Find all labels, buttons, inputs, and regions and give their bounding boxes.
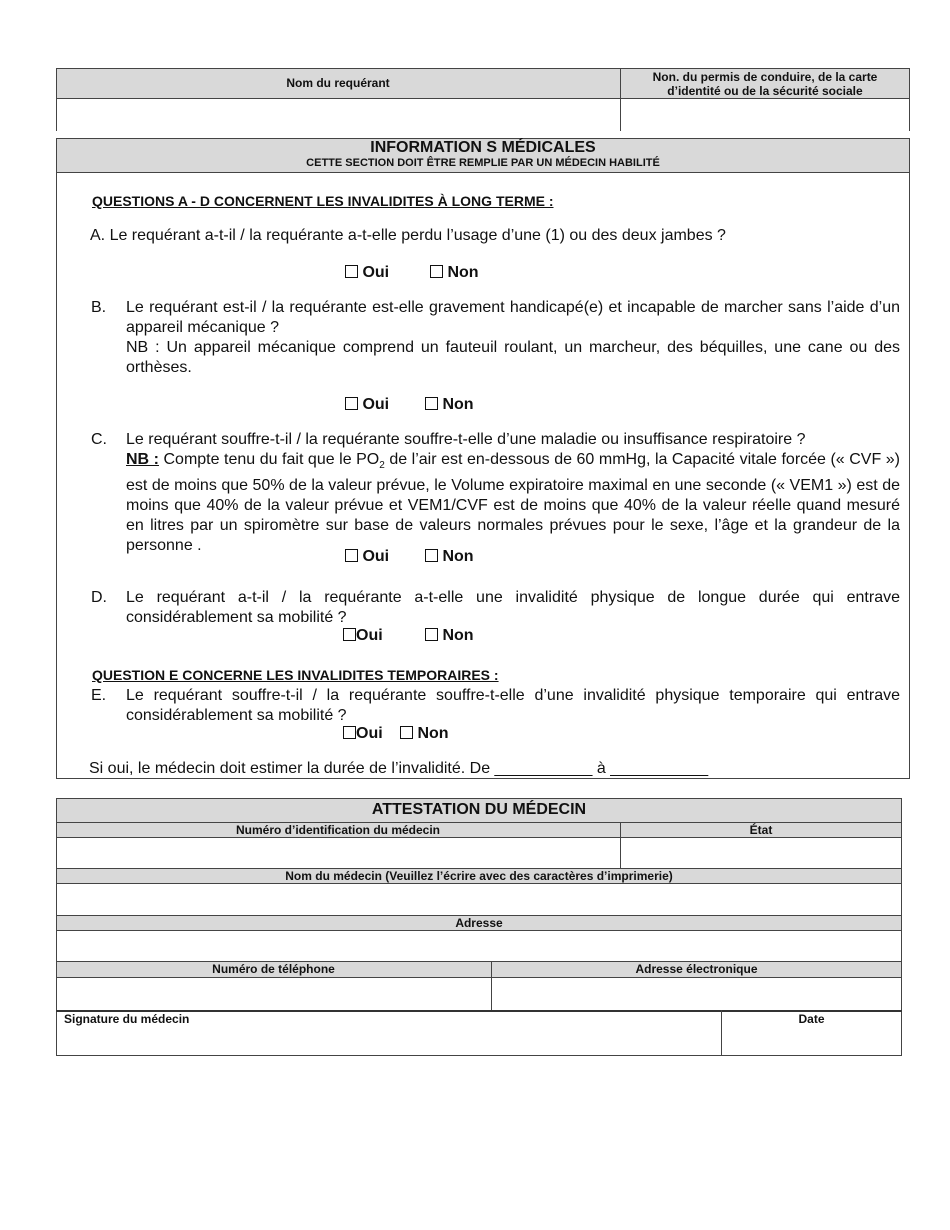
checkbox-icon[interactable] <box>345 265 358 278</box>
date-label: Date <box>798 1012 825 1026</box>
checkbox-icon[interactable] <box>343 726 356 739</box>
q-e-no[interactable]: Non <box>400 725 449 743</box>
q-e-yes[interactable]: Oui <box>343 725 383 743</box>
signature-field[interactable] <box>58 1028 718 1054</box>
doctor-name-field[interactable] <box>58 885 900 914</box>
q-d-yes[interactable]: Oui <box>343 627 383 645</box>
q-a-yes[interactable]: Oui <box>345 264 389 282</box>
address-field[interactable] <box>58 932 900 960</box>
attestation-title: ATTESTATION DU MÉDECIN <box>371 801 587 818</box>
applicant-name-field[interactable] <box>58 100 618 130</box>
checkbox-icon[interactable] <box>430 265 443 278</box>
q-c-no[interactable]: Non <box>425 548 474 566</box>
medical-subtitle: CETTE SECTION DOIT ÊTRE REMPLIE PAR UN MÉDECIN HABILITÉ <box>306 157 660 169</box>
phone-field[interactable] <box>58 979 489 1009</box>
q-d-no[interactable]: Non <box>425 627 474 645</box>
question-e-label: E. <box>91 687 107 704</box>
q-b-yes[interactable]: Oui <box>345 396 389 414</box>
checkbox-icon[interactable] <box>425 549 438 562</box>
doctor-id-label: Numéro d’identification du médecin <box>235 823 441 837</box>
checkbox-icon[interactable] <box>343 628 356 641</box>
question-e: Le requérant souffre-t-il / la requérante souffre-t-elle d’une invalidité physique temporaire qui entrave considérablement sa mobilité ? <box>126 687 900 724</box>
question-c: Le requérant souffre-t-il / la requérante souffre-t-elle d’une maladie ou insuffisance respiratoire ? NB : Compte tenu du fait que le $PO_2$ de l’air est en-dessous de 60 mmHg, la Capacité vitale forcée (« CVF ») est de moins que 50% de la valeur prévue, le Volume expiratoire maximal en une seconde (« VEM1 ») est de moins que 40% de la valeur prévue et VEM1/CVF est de moins que 40% de la valeur réelle quand mesuré en litres par un spiromètre sur base de valeurs normales prévues pour le sexe, l’âge et la grandeur de la personne . <box>126 431 900 555</box>
checkbox-icon[interactable] <box>400 726 413 739</box>
q-c-yes[interactable]: Oui <box>345 548 389 566</box>
question-d-label: D. <box>91 589 107 606</box>
checkbox-icon[interactable] <box>345 397 358 410</box>
q-a-no[interactable]: Non <box>430 264 479 282</box>
licence-number-label: Non. du permis de conduire, de la carte d’identité ou de la sécurité sociale <box>652 70 878 98</box>
section-long-term-heading: QUESTIONS A - D CONCERNENT LES INVALIDITES À LONG TERME : <box>92 193 554 209</box>
doctor-name-label: Nom du médecin (Veuillez l’écrire avec des caractères d’imprimerie) <box>285 869 673 883</box>
state-label: État <box>749 823 773 837</box>
phone-label: Numéro de téléphone <box>212 962 335 976</box>
question-d: Le requérant a-t-il / la requérante a-t-elle une invalidité physique de longue durée qui entrave considérablement sa mobilité ? <box>126 589 900 626</box>
doctor-id-field[interactable] <box>58 839 618 867</box>
duration-estimate[interactable]: Si oui, le médecin doit estimer la durée de l’invalidité. De ___________ à ___________ <box>89 760 709 777</box>
date-field[interactable] <box>723 1028 900 1054</box>
signature-label: Signature du médecin <box>64 1012 190 1026</box>
medical-title: INFORMATION S MÉDICALES <box>370 139 596 156</box>
email-field[interactable] <box>493 979 900 1009</box>
address-label: Adresse <box>455 916 503 930</box>
question-c-label: C. <box>91 431 107 448</box>
checkbox-icon[interactable] <box>345 549 358 562</box>
state-field[interactable] <box>622 839 900 867</box>
licence-number-field[interactable] <box>622 100 908 130</box>
question-b-label: B. <box>91 299 107 316</box>
q-b-no[interactable]: Non <box>425 396 474 414</box>
email-label: Adresse électronique <box>635 962 758 976</box>
checkbox-icon[interactable] <box>425 397 438 410</box>
question-a: A. Le requérant a-t-il / la requérante a-t-elle perdu l’usage d’une (1) ou des deux jambes ? <box>90 227 726 244</box>
applicant-name-label: Nom du requérant <box>286 76 390 90</box>
section-temporary-heading: QUESTION E CONCERNE LES INVALIDITES TEMPORAIRES : <box>92 667 499 683</box>
question-b: Le requérant est-il / la requérante est-elle gravement handicapé(e) et incapable de marcher sans l’aide d’un appareil mécanique ? NB : Un appareil mécanique comprend un fauteuil roulant, un marcheur, des béquilles, une cane ou des orthèses. <box>126 299 900 376</box>
checkbox-icon[interactable] <box>425 628 438 641</box>
